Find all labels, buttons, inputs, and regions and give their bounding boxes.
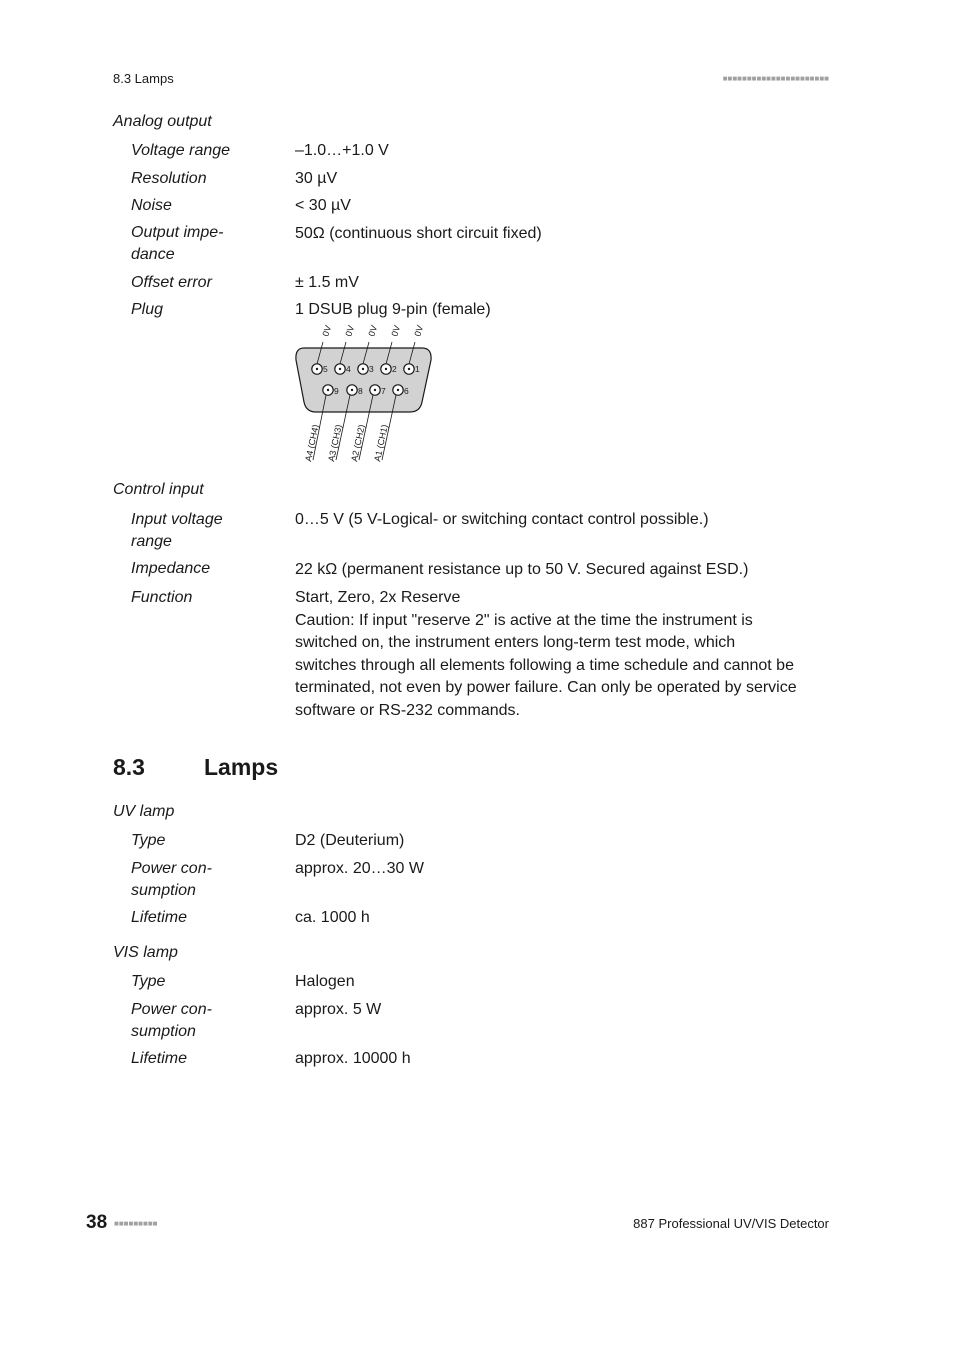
spec-value-plug: 1 DSUB plug 9-pin (female) [295,301,491,318]
function-line: switches through all elements following a time schedule and cannot be [295,656,794,674]
function-line: switched on, the instrument enters long-term test mode, which [295,634,736,651]
label-line: dance [131,246,175,263]
pin-label-0v: 0V [389,324,403,338]
function-line: software or RS-232 commands. [295,701,520,719]
label-line: sumption [131,1023,196,1040]
pin-number: 4 [346,364,351,374]
pin-label-a3-ch3: A3 (CH3) [326,423,344,463]
spec-value-noise: < 30 µV [295,197,351,214]
spec-label-noise: Noise [131,197,172,214]
spec-label-function: Function [131,589,193,606]
function-line: terminated, not even by power failure. Can only be operated by service [295,679,797,696]
control-input-heading: Control input [113,481,204,498]
spec-label-uv-power [131,858,281,902]
spec-label-impedance: Impedance [131,560,211,577]
spec-label-vis-type: Type [131,973,166,990]
spec-value-offset-error: ± 1.5 mV [295,274,359,291]
section-number: 8.3 [113,754,145,780]
label-line: Power con- [131,1001,212,1018]
spec-value-resolution: 30 µV [295,170,338,187]
spec-value-function [295,587,815,722]
footer-dots-decoration: ■■■■■■■■■ [114,1219,158,1228]
label-line: range [131,533,172,550]
label-line: Input voltage [131,511,223,528]
pin-number: 5 [323,364,328,374]
function-line: Caution: If input "reserve 2" is active at the time the instrument is [295,611,753,629]
spec-value-vis-type: Halogen [295,973,355,990]
function-line: Start, Zero, 2x Reserve [295,589,461,606]
spec-label-vis-lifetime: Lifetime [131,1050,188,1067]
uv-lamp-heading: UV lamp [113,803,175,820]
product-name: 887 Professional UV/VIS Detector [633,1216,829,1231]
pin-label-0v: 0V [366,324,380,338]
spec-label-resolution: Resolution [131,170,207,187]
label-line: sumption [131,882,196,899]
pin-label-0v: 0V [343,324,357,338]
pin-label-a1-ch1: A1 (CH1) [372,423,390,463]
label-line: Output impe- [131,224,224,241]
spec-label-voltage-range: Voltage range [131,142,231,159]
spec-label-plug: Plug [131,301,164,318]
spec-value-vis-lifetime: approx. 10000 h [295,1050,411,1067]
vis-lamp-heading: VIS lamp [113,944,178,961]
spec-label-output-impedance [131,222,281,266]
pin-label-a4-ch4: A4 (CH4) [303,423,321,463]
spec-label-offset-error: Offset error [131,274,212,291]
section-title: Lamps [204,754,279,780]
pin-label-0v: 0V [320,324,334,338]
spec-value-output-impedance: 50Ω (continuous short circuit fixed) [295,225,542,242]
pin-label-a2-ch2: A2 (CH2) [349,423,367,463]
spec-value-uv-lifetime: ca. 1000 h [295,909,370,926]
section-heading [113,754,278,781]
pin-number: 9 [334,386,339,396]
pin-number: 8 [358,386,363,396]
spec-label-uv-lifetime: Lifetime [131,909,188,926]
spec-value-uv-power: approx. 20…30 W [295,860,424,877]
spec-label-input-voltage-range [131,509,281,553]
spec-label-vis-power [131,999,281,1043]
pin-label-0v: 0V [412,324,426,338]
analog-output-heading: Analog output [113,113,212,130]
header-dots-decoration: ■■■■■■■■■■■■■■■■■■■■■■ [722,74,829,83]
label-line: Power con- [131,860,212,877]
spec-value-uv-type: D2 (Deuterium) [295,832,405,849]
spec-label-uv-type: Type [131,832,166,849]
running-header-section: 8.3 Lamps [113,71,174,86]
spec-value-impedance: 22 kΩ (permanent resistance up to 50 V. Secured against ESD.) [295,561,749,578]
pin-number: 3 [369,364,374,374]
pin-number: 1 [415,364,420,374]
spec-value-input-voltage-range: 0…5 V (5 V-Logical- or switching contact control possible.) [295,511,709,528]
pin-number: 2 [392,364,397,374]
spec-value-voltage-range: –1.0…+1.0 V [295,142,389,159]
dsub-connector-diagram [290,320,440,468]
spec-value-vis-power: approx. 5 W [295,1001,382,1018]
pin-number: 6 [404,386,409,396]
page-number: 38 [86,1212,108,1233]
pin-number: 7 [381,386,386,396]
